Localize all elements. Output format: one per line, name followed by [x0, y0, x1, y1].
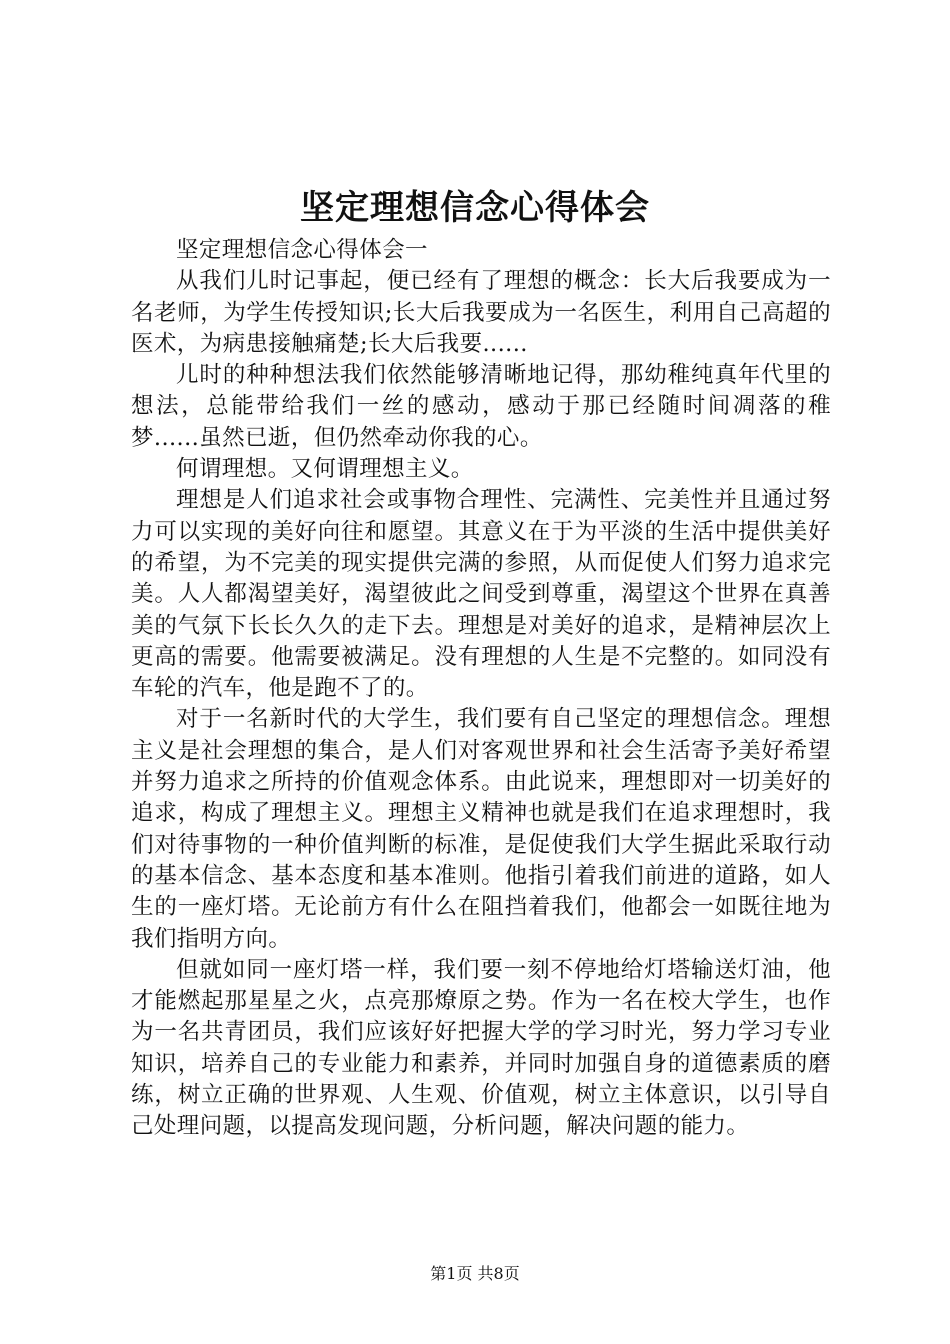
paragraph: 理想是人们追求社会或事物合理性、完满性、完美性并且通过努力可以实现的美好向往和愿望。其意义在于为平淡的生活中提供美好的希望，为不完美的现实提供完满的参照，从而促使人们努力追求完美。人人都渴望美好，渴望彼此之间受到尊重，渴望这个世界在真善美的气氛下长长久久的走下去。理想是对美好的追求，是精神层次上更高的需要。他需要被满足。没有理想的人生是不完整的。如同没有车轮的汽车，他是跑不了的。 [131, 487, 831, 702]
document-body [131, 235, 831, 1143]
page-footer: 第1页 共8页 [430, 1264, 520, 1283]
paragraph: 儿时的种种想法我们依然能够清晰地记得，那幼稚纯真年代里的想法，总能带给我们一丝的感动，感动于那已经随时间凋落的稚梦......虽然已逝，但仍然牵动你我的心。 [131, 362, 831, 451]
paragraph: 对于一名新时代的大学生，我们要有自己坚定的理想信念。理想主义是社会理想的集合，是人们对客观世界和社会生活寄予美好希望并努力追求之所持的价值观念体系。由此说来，理想即对一切美好的追求，构成了理想主义。理想主义精神也就是我们在追求理想时，我们对待事物的一种价值判断的标准，是促使我们大学生据此采取行动的基本信念、基本态度和基本准则。他指引着我们前进的道路，如人生的一座灯塔。无论前方有什么在阻挡着我们，他都会一如既往地为我们指明方向。 [131, 706, 831, 952]
paragraph: 何谓理想。又何谓理想主义。 [176, 456, 474, 483]
paragraph-subtitle: 坚定理想信念心得体会一 [176, 237, 428, 263]
paragraph: 从我们儿时记事起，便已经有了理想的概念：长大后我要成为一名老师，为学生传授知识;长大后我要成为一名医生，利用自己高超的医术，为病患接触痛楚;长大后我要...... [131, 268, 831, 357]
paragraph: 但就如同一座灯塔一样，我们要一刻不停地给灯塔输送灯油，他才能燃起那星星之火，点亮那燎原之势。作为一名在校大学生，也作为一名共青团员，我们应该好好把握大学的学习时光，努力学习专业知识，培养自己的专业能力和素养，并同时加强自身的道德素质的磨练，树立正确的世界观、人生观、价值观，树立主体意识，以引导自己处理问题，以提高发现问题，分析问题，解决问题的能力。 [131, 956, 831, 1140]
document-title: 坚定理想信念心得体会 [300, 188, 650, 228]
